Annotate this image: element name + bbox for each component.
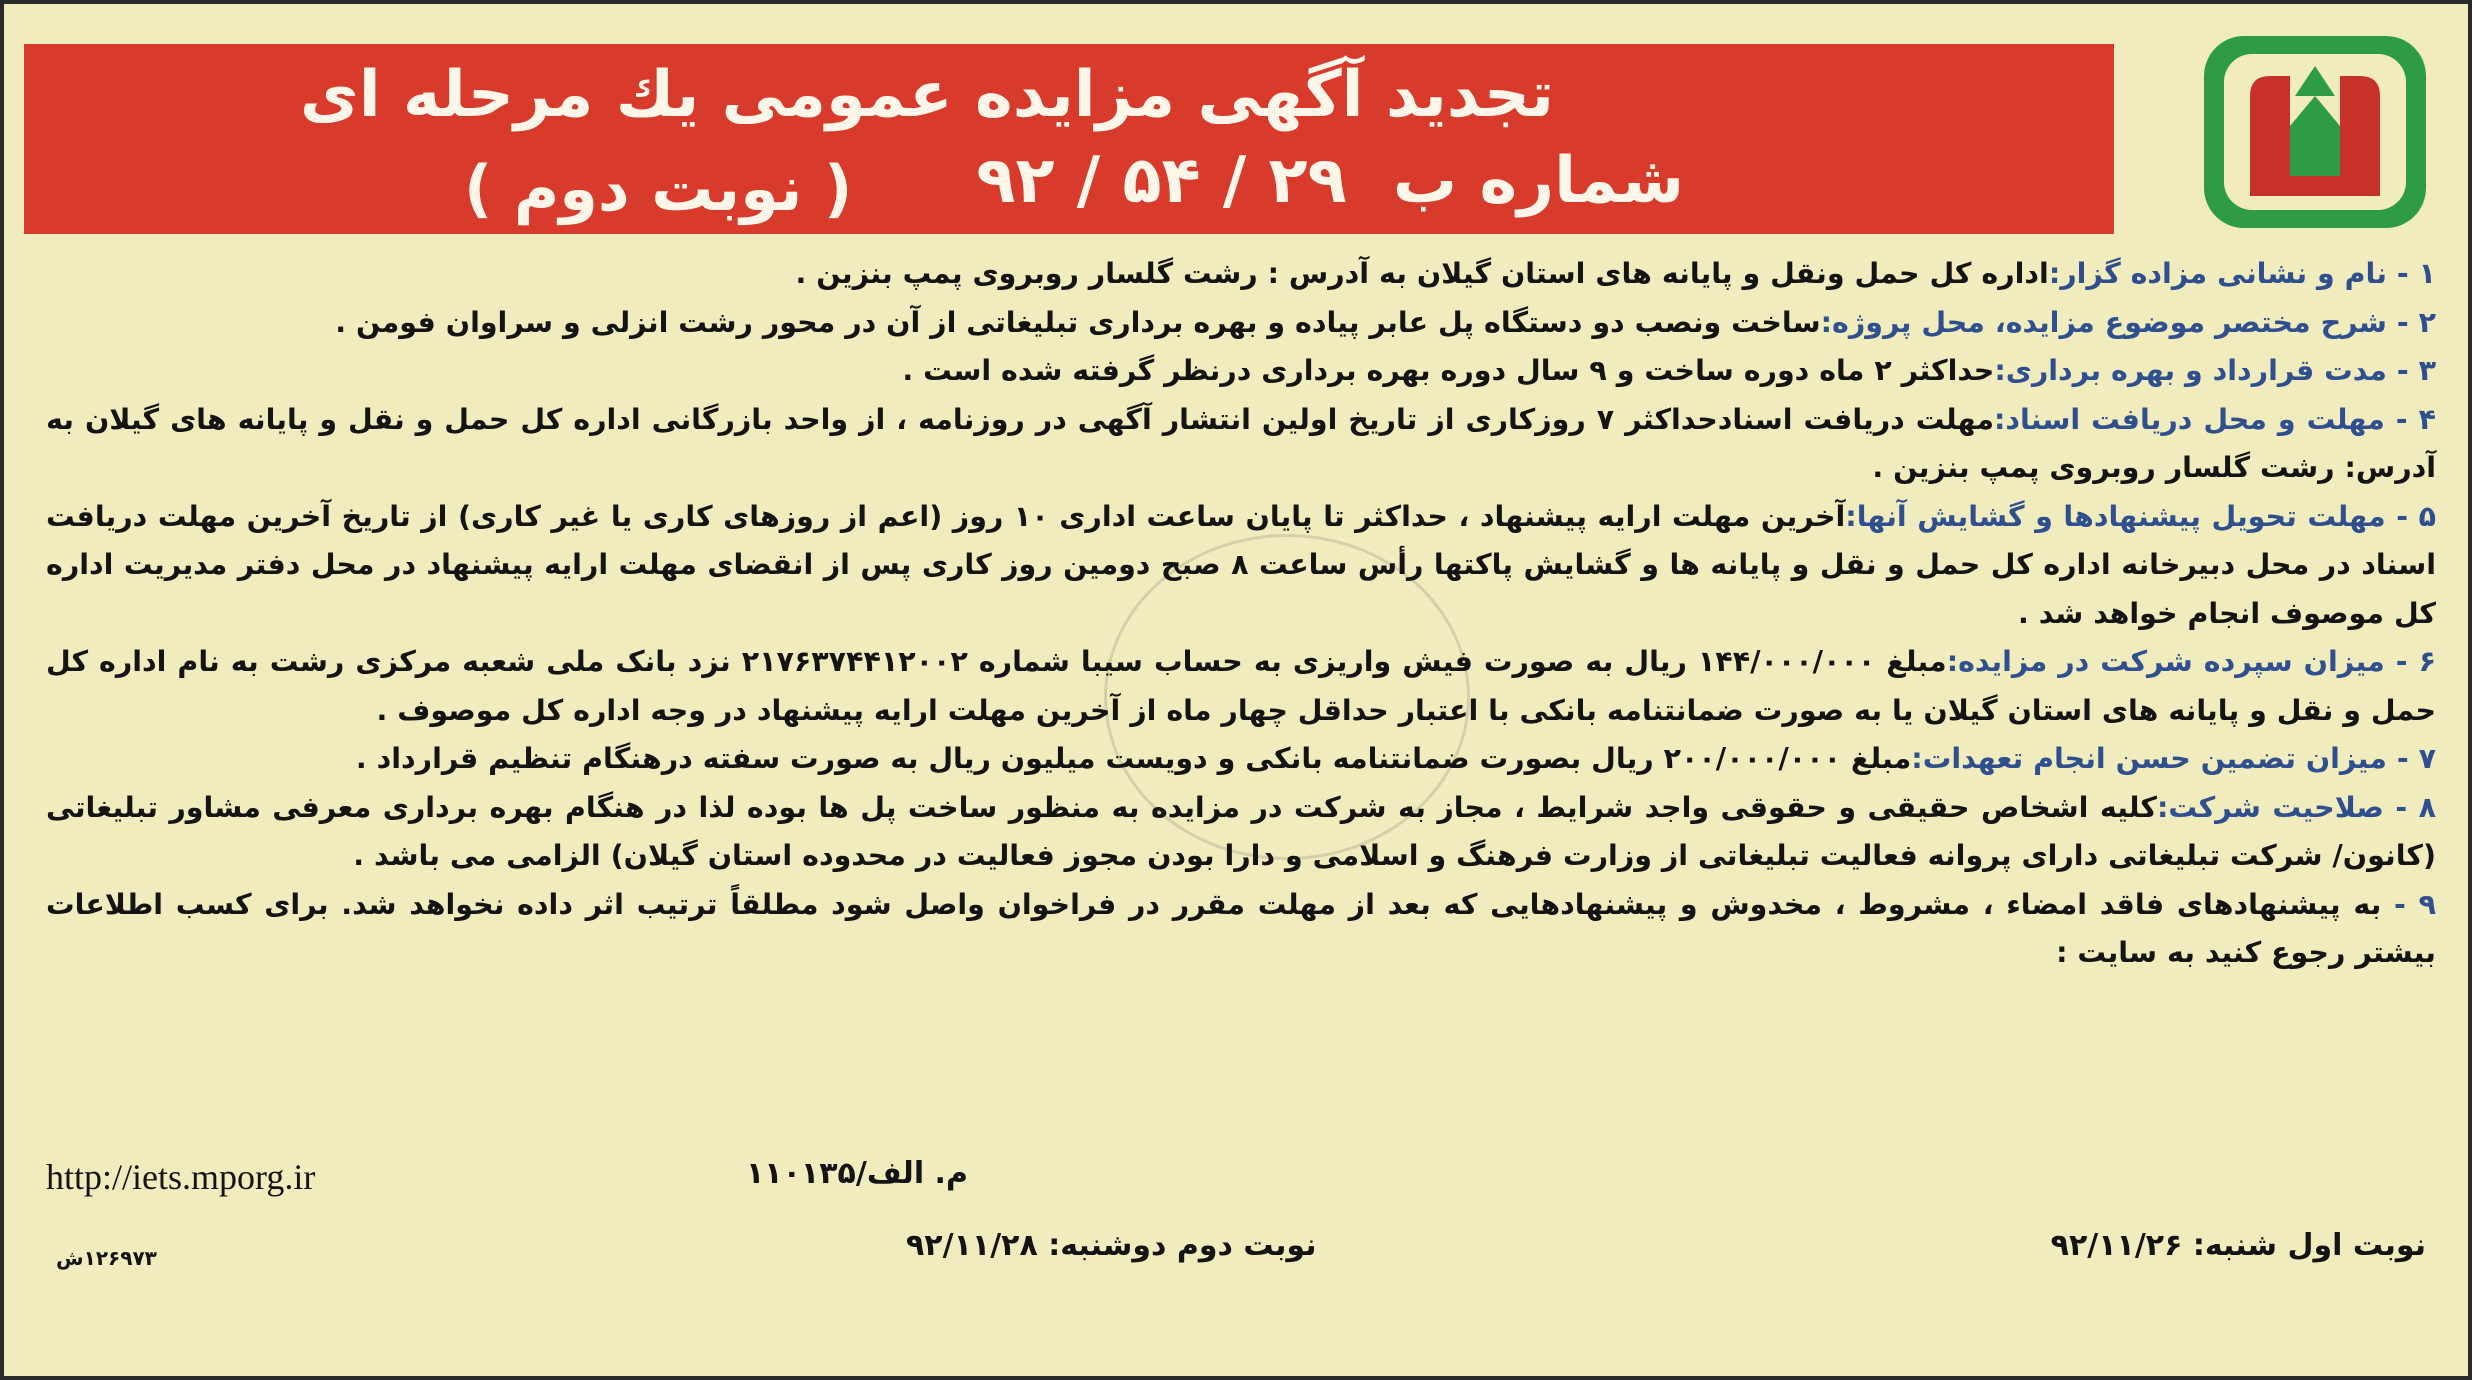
reference-code: م. الف/۱۱۰۱۳۵ [746, 1156, 968, 1191]
item-label: ۲ - شرح مختصر موضوع مزایده، محل پروژه: [1820, 305, 2436, 339]
item-text: کلیه اشخاص حقیقی و حقوقی واجد شرایط ، مجاز به شرکت در مزایده به منظور ساخت پل ها بوده لذا در هنگام بهره برداری معرفی مشاور تبلیغاتی (کانون/ شرکت تبلیغاتی دارای پروانه فعالیت تبلیغاتی از وزارت فرهنگ و اسلامی و دارا بودن مجوز فعالیت در محدوده استان گیلان) الزامی می باشد . [46, 790, 2436, 872]
item-label: ۳ - مدت قرارداد و بهره برداری: [1994, 354, 2436, 387]
print-reference: ۱۲۶۹۷۳ش [56, 1246, 157, 1270]
item-8 [46, 784, 2436, 881]
item-label: ۱ - نام و نشانی مزاده گزار: [2048, 257, 2436, 290]
item-6 [46, 638, 2436, 735]
item-label: ۵ - مهلت تحویل پیشنهادها و گشایش آنها: [1845, 499, 2437, 533]
item-label: ۹ - [2394, 887, 2436, 921]
item-label: ۷ - میزان تضمین حسن انجام تعهدات: [1911, 742, 2436, 775]
first-round-date: نوبت اول شنبه: ۹۲/۱۱/۲۶ [2050, 1228, 2426, 1263]
number-label: شماره ب [1392, 144, 1684, 218]
item-5 [46, 493, 2436, 639]
item-text: حداکثر ۲ ماه دوره ساخت و ۹ سال دوره بهره برداری درنظر گرفته شده است . [902, 354, 1995, 387]
item-9 [46, 881, 2436, 978]
notice-body [46, 250, 2436, 978]
item-label: ۶ - میزان سپرده شرکت در مزایده: [1946, 645, 2437, 678]
item-text: آخرین مهلت ارایه پیشنهاد ، حداکثر تا پایان ساعت اداری ۱۰ روز (اعم از روزهای کاری یا غیر کاری) از تاریخ آخرین مهلت دریافت اسناد در محل دبیرخانه اداره کل حمل و نقل و پایانه ها و گشایش پاکتها رأس ساعت ۸ صبح دومین روز کاری پس از انقضای مهلت ارایه پیشنهاد در محل دفتر مدیریت اداره کل موصوف انجام خواهد شد . [46, 499, 2436, 630]
notice-footer [46, 1156, 2426, 1276]
item-text: ساخت ونصب دو دستگاه پل عابر پیاده و بهره برداری تبلیغاتی از آن در محور رشت انزلی و سراوان فومن . [335, 305, 1821, 339]
item-1 [46, 250, 2436, 299]
notice-number [976, 144, 1684, 218]
item-text: مهلت دریافت اسنادحداکثر ۷ روزکاری از تاریخ اولین انتشار آگهی در روزنامه ، از واحد بازرگانی اداره کل حمل و نقل و پایانه های گیلان به آدرس: رشت گلسار روبروی پمپ بنزین . [46, 402, 2436, 484]
second-round-date: نوبت دوم دوشنبه: ۹۲/۱۱/۲۸ [906, 1228, 1317, 1263]
round-label: ( نوبت دوم ) [464, 152, 853, 225]
item-text: به پیشنهادهای فاقد امضاء ، مشروط ، مخدوش و پیشنهادهایی که بعد از مهلت مقرر در فراخوان واصل شود مطلقاً ترتیب اثر داده نخواهد شد. برای کسب اطلاعات بیشتر رجوع کنید به سایت : [46, 887, 2436, 969]
website-link[interactable]: http://iets.mporg.ir [46, 1157, 316, 1197]
item-label: ۴ - مهلت و محل دریافت اسناد: [1994, 402, 2436, 436]
notice-title: تجدید آگهی مزایده عمومی یك مرحله ای [300, 58, 1554, 132]
item-text: اداره کل حمل ونقل و پایانه های استان گیلان به آدرس : رشت گلسار روبروی پمپ بنزین . [795, 257, 2049, 290]
number-value: ۹۲ / ۵۴ / ۲۹ [976, 144, 1347, 218]
item-7 [46, 735, 2436, 784]
item-4 [46, 396, 2436, 493]
item-text: مبلغ ۱۴۴/۰۰۰/۰۰۰ ریال به صورت فیش واریزی به حساب سیبا شماره ۲۱۷۶۳۷۴۴۱۲۰۰۲ نزد بانک ملی شعبه مرکزی رشت به نام اداره کل حمل و نقل و پایانه های استان گیلان یا به صورت ضمانتنامه بانکی با اعتبار حداقل چهار ماه از آخرین مهلت ارایه پیشنهاد در وجه اداره کل موصوف . [46, 645, 2436, 727]
item-label: ۸ - صلاحیت شرکت: [2157, 790, 2437, 824]
title-banner [24, 44, 2114, 234]
organization-logo-icon [2190, 26, 2440, 236]
item-text: مبلغ ۲۰۰/۰۰۰/۰۰۰ ریال بصورت ضمانتنامه بانکی و دویست میلیون ریال به صورت سفته درهنگام تنظیم قرارداد . [355, 742, 1912, 775]
item-2 [46, 299, 2436, 348]
item-3 [46, 347, 2436, 396]
